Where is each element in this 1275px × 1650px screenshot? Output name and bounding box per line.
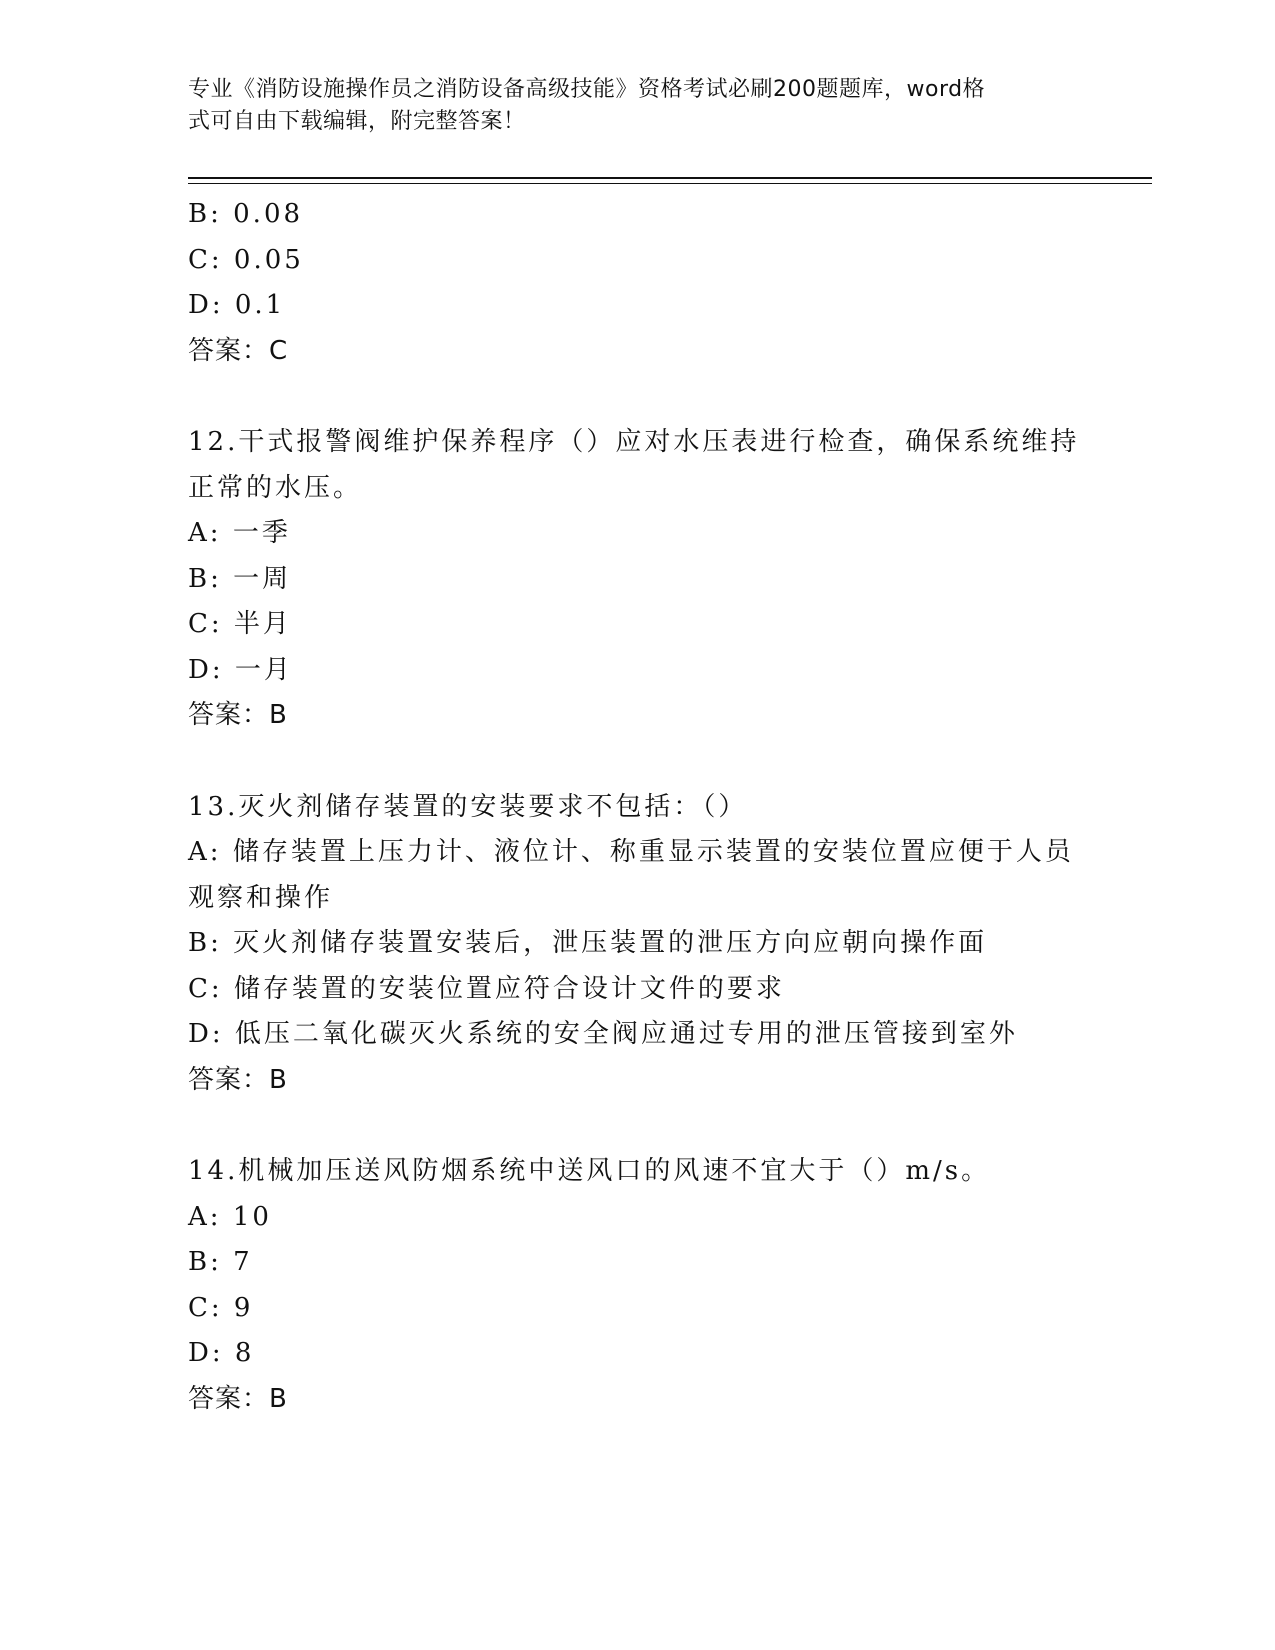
option-text: 10: [232, 1201, 272, 1232]
option-text: 半月: [233, 609, 292, 639]
question-12: [188, 420, 1088, 739]
option-label: A:: [188, 1201, 222, 1232]
option-text: 一周: [233, 563, 292, 594]
option-label: D:: [188, 290, 224, 320]
answer-line: 答案：C: [188, 335, 289, 366]
option-text: 8: [234, 1338, 255, 1368]
answer-line: 答案：B: [188, 1383, 288, 1414]
question-13: [188, 785, 1088, 1104]
header-divider-thick: [188, 177, 1152, 179]
option-text: 一季: [232, 518, 291, 548]
option-a: [188, 511, 1088, 557]
question-11-tail: [188, 192, 1088, 374]
option-text: 7: [233, 1247, 253, 1277]
option-text: 储存装置上压力计、液位计、称重显示装置的安装位置应便于人员: [232, 837, 1074, 867]
answer-line: 答案：B: [188, 700, 288, 730]
option-b: [188, 192, 1088, 238]
option-a: [188, 1195, 1088, 1241]
option-b: [188, 1240, 1088, 1286]
option-c: [188, 967, 1088, 1013]
option-label: B:: [188, 1247, 222, 1277]
option-label: D:: [188, 1338, 224, 1368]
option-label: B:: [188, 928, 222, 958]
header-line-1: 专业《消防设施操作员之消防设备高级技能》资格考试必刷200题题库，word格: [188, 77, 986, 102]
option-text: 低压二氧化碳灭火系统的安全阀应通过专用的泄压管接到室外: [234, 1019, 1018, 1049]
option-b: [188, 921, 1088, 967]
option-label: A:: [188, 518, 222, 548]
option-d: [188, 283, 1088, 329]
option-text: 一月: [234, 654, 293, 685]
question-stem-continued: 正常的水压。: [188, 472, 363, 503]
option-label: A:: [188, 837, 222, 867]
question-spacer: [188, 739, 1088, 785]
option-label: C:: [188, 609, 223, 639]
option-a: [188, 830, 1088, 876]
option-label: D:: [188, 654, 224, 685]
question-stem: 13.灭火剂储存装置的安装要求不包括：（）: [188, 791, 748, 822]
question-list: [188, 192, 1088, 1422]
option-label: C:: [188, 244, 223, 275]
option-label: B:: [188, 563, 222, 594]
page-header: [188, 74, 1068, 138]
option-text: 0.1: [234, 290, 286, 320]
option-c: [188, 602, 1088, 648]
question-14: [188, 1149, 1088, 1422]
option-d: [188, 1012, 1088, 1058]
option-d: [188, 1331, 1088, 1377]
answer-line: 答案：B: [188, 1064, 288, 1095]
option-text: 灭火剂储存装置安装后，泄压装置的泄压方向应朝向操作面: [233, 928, 988, 958]
question-stem: 14.机械加压送风防烟系统中送风口的风速不宜大于（）m/s。: [188, 1156, 991, 1186]
option-text: 0.08: [233, 199, 304, 229]
option-label: B:: [188, 199, 222, 229]
question-spacer: [188, 1103, 1088, 1149]
option-label: C:: [188, 1292, 223, 1323]
header-line-2: 式可自由下载编辑，附完整答案！: [188, 109, 526, 134]
option-text: 0.05: [233, 244, 304, 275]
question-stem: 12.干式报警阀维护保养程序（）应对水压表进行检查，确保系统维持: [188, 427, 1080, 457]
option-text: 9: [233, 1292, 254, 1323]
option-c: [188, 1286, 1088, 1332]
option-text: 储存装置的安装位置应符合设计文件的要求: [233, 973, 785, 1004]
option-b: [188, 557, 1088, 603]
option-d: [188, 648, 1088, 694]
option-a-continued: 观察和操作: [188, 882, 334, 913]
option-c: [188, 238, 1088, 284]
header-divider-thin: [188, 183, 1152, 184]
option-label: D:: [188, 1019, 224, 1049]
question-spacer: [188, 374, 1088, 420]
option-label: C:: [188, 973, 223, 1004]
